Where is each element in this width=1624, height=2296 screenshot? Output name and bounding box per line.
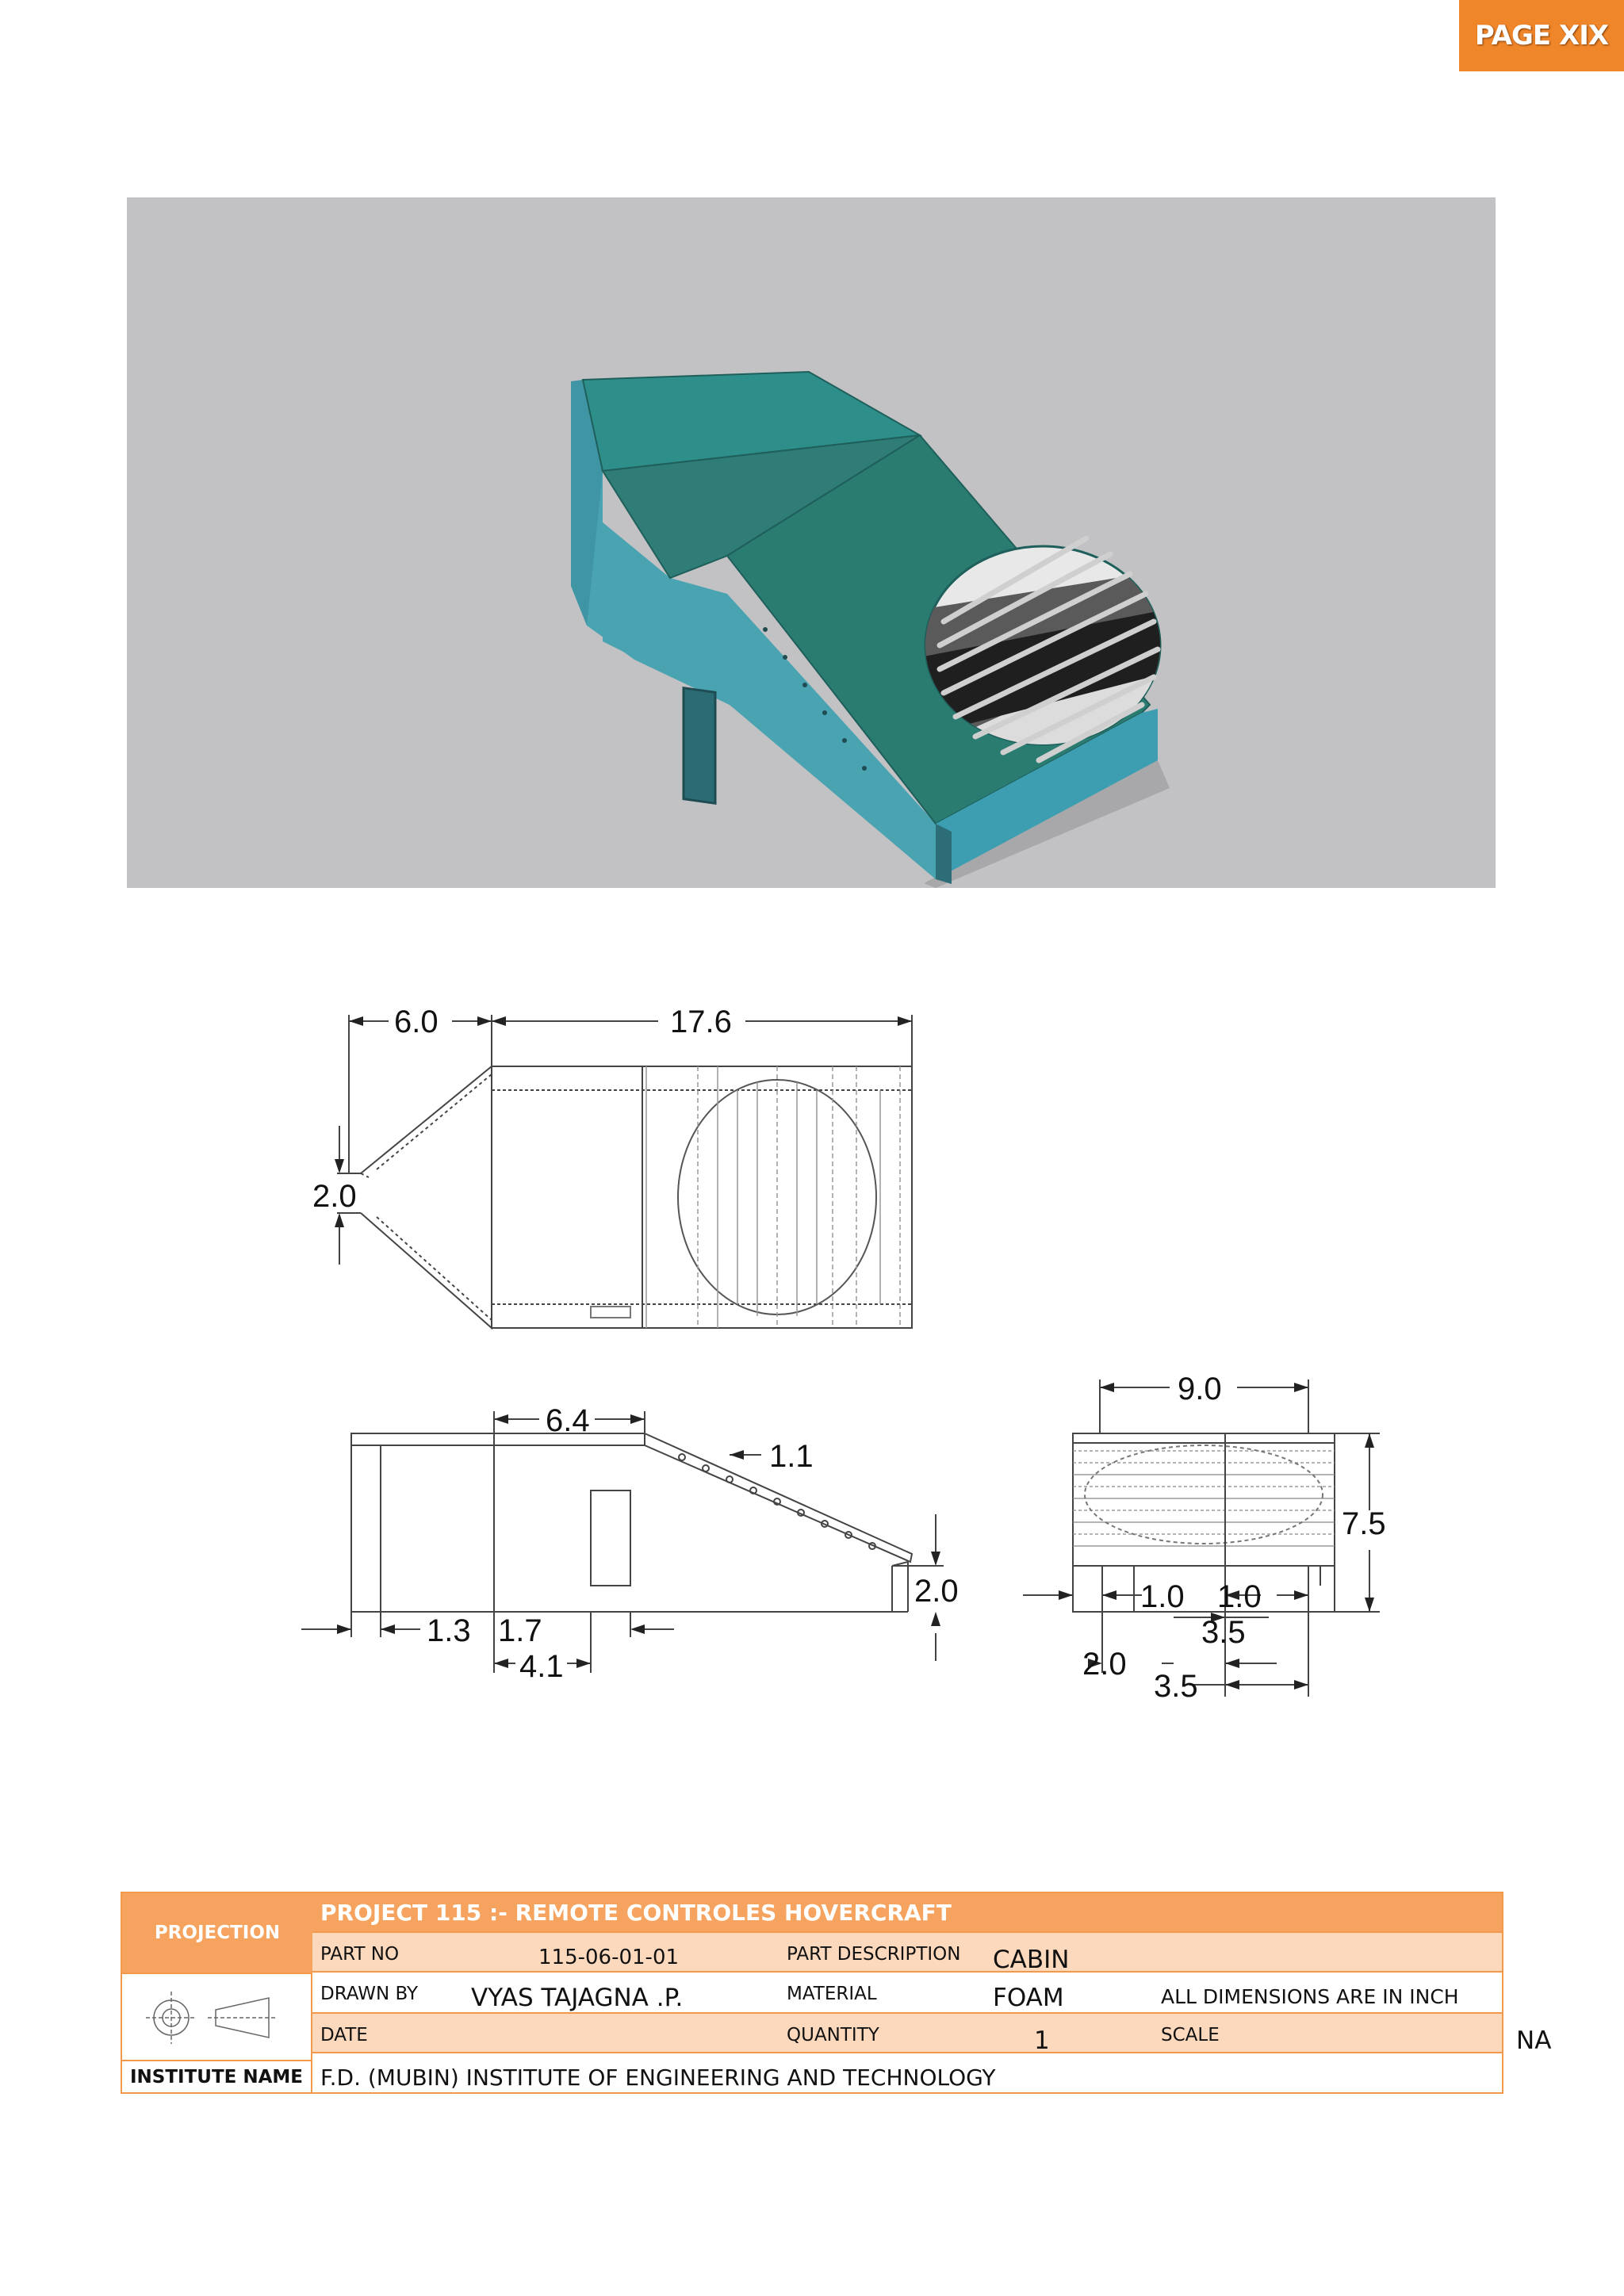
part-description-label: PART DESCRIPTION (787, 1944, 961, 1965)
project-title-row (312, 1893, 1502, 1931)
dim-front-offset-1: 1.3 (427, 1613, 471, 1648)
dim-side-inset-left: 1.0 (1140, 1579, 1185, 1614)
dim-side-height: 7.5 (1342, 1506, 1386, 1541)
quantity-label: QUANTITY (787, 2025, 879, 2045)
date-label: DATE (320, 2025, 368, 2045)
scale-value: NA (1516, 2026, 1552, 2055)
front-view (301, 1411, 944, 1673)
dim-side-half-width-2: 3.5 (1154, 1669, 1198, 1704)
projection-header-cell (122, 1893, 312, 1973)
dim-side-inset-right: 1.0 (1217, 1579, 1262, 1614)
title-block (121, 1892, 1552, 2094)
drawn-by-label: DRAWN BY (320, 1984, 419, 2004)
page-number-tag: PAGE XIX (1459, 0, 1624, 71)
dim-side-width: 9.0 (1178, 1372, 1222, 1406)
dim-top-nose-width: 2.0 (312, 1179, 357, 1214)
projection-symbol-cell (122, 1973, 312, 2060)
first-angle-projection-icon (122, 1974, 312, 2061)
date-row (312, 2012, 1552, 2055)
dim-side-half-width-1: 3.5 (1201, 1615, 1246, 1650)
dim-side-offset: 2.0 (1082, 1647, 1127, 1682)
institute-label: INSTITUTE NAME (129, 2066, 304, 2087)
dim-front-skirt-height: 2.0 (914, 1574, 959, 1609)
units-note: ALL DIMENSIONS ARE IN INCH (1161, 1985, 1459, 2008)
quantity-value: 1 (1034, 2026, 1050, 2055)
institute-row (312, 2052, 1502, 2092)
material-label: MATERIAL (787, 1984, 877, 2004)
institute-label-cell (122, 2060, 312, 2092)
institute-value: F.D. (MUBIN) INSTITUTE OF ENGINEERING AND TECHNOLOGY (320, 2064, 996, 2091)
dim-front-roof-length: 6.4 (546, 1403, 590, 1438)
dim-top-nose-length: 6.0 (394, 1004, 439, 1039)
scale-label: SCALE (1161, 2025, 1220, 2045)
drawn-by-value: VYAS TAJAGNA .P. (471, 1984, 684, 2012)
material-value: FOAM (993, 1984, 1064, 2012)
part-no-row (312, 1931, 1502, 1974)
project-title: PROJECT 115 :- REMOTE CONTROLES HOVERCRAFT (320, 1899, 952, 1926)
drawn-by-row (312, 1971, 1502, 2012)
part-no-label: PART NO (320, 1944, 400, 1965)
part-no-value: 115-06-01-01 (538, 1946, 680, 1969)
part-description-value: CABIN (993, 1946, 1070, 1974)
dim-top-body-length: 17.6 (670, 1004, 732, 1039)
projection-label: PROJECTION (154, 1923, 281, 1943)
dim-front-window-pos: 4.1 (519, 1649, 564, 1684)
dim-front-slope: 1.1 (769, 1439, 814, 1474)
dim-front-offset-2: 1.7 (498, 1613, 542, 1648)
top-view (337, 1015, 912, 1328)
